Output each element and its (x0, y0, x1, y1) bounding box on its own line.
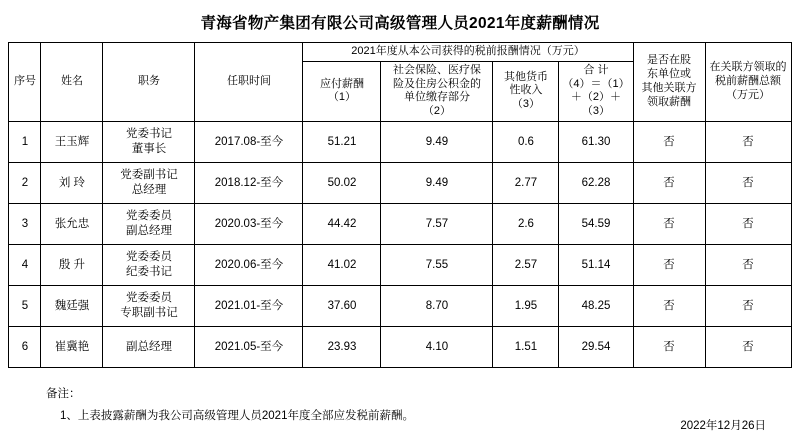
document-page (0, 11, 800, 445)
cell-name: 王玉辉 (41, 121, 103, 162)
cell-name: 张允忠 (41, 203, 103, 244)
cell-post-line2: 副总经理 (125, 224, 172, 237)
header-term: 任职时间 (195, 43, 303, 122)
cell-other: 2.57 (493, 244, 559, 285)
header-total-line3: ＋（2）＋ (570, 91, 622, 104)
cell-post-line1: 党委副书记 (120, 169, 178, 182)
cell-shareholder: 否 (633, 162, 705, 203)
cell-pay: 50.02 (303, 162, 381, 203)
header-pay (303, 61, 381, 121)
page-title: 青海省物产集团有限公司高级管理人员2021年度薪酬情况 (200, 15, 600, 32)
header-pay-line2: （1） (327, 91, 357, 104)
cell-post-line2: 专职副书记 (120, 306, 178, 319)
cell-shareholder: 否 (633, 203, 705, 244)
cell-insurance: 9.49 (381, 121, 493, 162)
header-related-line2: 税前薪酬总额 (715, 75, 782, 87)
header-name: 姓名 (41, 43, 103, 122)
cell-related: 否 (705, 244, 791, 285)
cell-seq: 4 (9, 244, 41, 285)
table-header (9, 43, 791, 122)
cell-name: 殷 升 (41, 244, 103, 285)
cell-term: 2017.08-至今 (195, 121, 303, 162)
cell-seq: 3 (9, 203, 41, 244)
cell-post-line1: 党委书记 (125, 128, 172, 141)
cell-total: 51.14 (559, 244, 633, 285)
header-post: 职务 (103, 43, 195, 122)
header-total-line4: （3） (581, 105, 611, 117)
cell-total: 54.59 (559, 203, 633, 244)
table-row (9, 162, 791, 203)
header-other-line3: （3） (511, 98, 541, 111)
header-shareholder-line1: 是否在股 (647, 54, 692, 67)
cell-shareholder: 否 (633, 326, 705, 367)
header-group-compensation: 2021年度从本公司获得的税前报酬情况（万元） (303, 43, 633, 62)
header-insurance (381, 61, 493, 121)
header-other-line2: 性收入 (509, 84, 543, 97)
cell-seq: 6 (9, 326, 41, 367)
cell-post (103, 285, 195, 326)
cell-other: 0.6 (493, 121, 559, 162)
cell-seq: 1 (9, 121, 41, 162)
cell-other: 2.6 (493, 203, 559, 244)
header-row-top (9, 43, 791, 62)
cell-insurance: 7.55 (381, 244, 493, 285)
cell-other: 2.77 (493, 162, 559, 203)
cell-shareholder: 否 (633, 285, 705, 326)
cell-post-line1: 党委委员 (125, 210, 172, 223)
header-total-line2: （4）＝（1） (562, 77, 630, 90)
cell-related: 否 (705, 203, 791, 244)
header-other-income (493, 61, 559, 121)
header-insurance-line1: 社会保险、医疗保 (392, 63, 481, 76)
header-related-line3: （万元） (726, 88, 771, 101)
cell-name: 崔冀艳 (41, 326, 103, 367)
header-seq-label: 序号 (13, 75, 36, 87)
cell-post-line1: 党委委员 (125, 292, 172, 305)
cell-term: 2021.05-至今 (195, 326, 303, 367)
cell-pay: 37.60 (303, 285, 381, 326)
cell-related: 否 (705, 121, 791, 162)
cell-insurance: 8.70 (381, 285, 493, 326)
header-other-line1: 其他货币 (503, 70, 548, 83)
cell-post (103, 326, 195, 367)
table-row (9, 244, 791, 285)
cell-name: 魏廷强 (41, 285, 103, 326)
cell-pay: 23.93 (303, 326, 381, 367)
cell-pay: 41.02 (303, 244, 381, 285)
cell-seq: 5 (9, 285, 41, 326)
cell-total: 61.30 (559, 121, 633, 162)
cell-shareholder: 否 (633, 244, 705, 285)
cell-post-line1: 党委委员 (125, 251, 172, 264)
cell-shareholder: 否 (633, 121, 705, 162)
cell-insurance: 4.10 (381, 326, 493, 367)
table-row (9, 285, 791, 326)
cell-post-line1: 副总经理 (125, 340, 172, 353)
note-item: 1、上表披露薪酬为我公司高级管理人员2021年度全部应发税前薪酬。 (60, 409, 414, 422)
cell-insurance: 9.49 (381, 162, 493, 203)
cell-post-line2: 纪委书记 (125, 265, 172, 278)
header-total-line1: 合 计 (583, 63, 609, 76)
header-insurance-line2: 险及住房公积金的 (392, 77, 481, 90)
cell-related: 否 (705, 285, 791, 326)
cell-term: 2021.01-至今 (195, 285, 303, 326)
cell-other: 1.51 (493, 326, 559, 367)
document-date: 2022年12月26日 (680, 420, 766, 432)
header-related-line1: 在关联方领取的 (709, 61, 787, 74)
table-body (9, 121, 791, 367)
cell-post (103, 244, 195, 285)
cell-post (103, 162, 195, 203)
table-row (9, 203, 791, 244)
cell-total: 29.54 (559, 326, 633, 367)
header-shareholder-line4: 领取薪酬 (647, 95, 692, 108)
header-shareholder (633, 43, 705, 122)
header-shareholder-line2: 东单位或 (647, 68, 692, 81)
cell-related: 否 (705, 162, 791, 203)
cell-insurance: 7.57 (381, 203, 493, 244)
cell-term: 2020.06-至今 (195, 244, 303, 285)
cell-pay: 44.42 (303, 203, 381, 244)
header-insurance-line4: （2） (422, 105, 452, 117)
cell-name: 刘 玲 (41, 162, 103, 203)
header-pay-line1: 应付薪酬 (319, 77, 364, 90)
cell-pay: 51.21 (303, 121, 381, 162)
salary-table (8, 42, 791, 368)
header-insurance-line3: 单位缴存部分 (403, 91, 470, 104)
header-shareholder-line3: 其他关联方 (641, 81, 697, 94)
cell-total: 62.28 (559, 162, 633, 203)
cell-total: 48.25 (559, 285, 633, 326)
notes-label: 备注： (46, 387, 81, 400)
cell-post (103, 203, 195, 244)
header-seq (9, 43, 41, 122)
cell-post-line2: 总经理 (131, 183, 167, 196)
header-related-party (705, 43, 791, 122)
cell-related: 否 (705, 326, 791, 367)
table-row (9, 121, 791, 162)
cell-other: 1.95 (493, 285, 559, 326)
cell-post-line2: 董事长 (131, 142, 167, 155)
cell-term: 2018.12-至今 (195, 162, 303, 203)
cell-post (103, 121, 195, 162)
header-total (559, 61, 633, 121)
table-row (9, 326, 791, 367)
cell-seq: 2 (9, 162, 41, 203)
cell-term: 2020.03-至今 (195, 203, 303, 244)
